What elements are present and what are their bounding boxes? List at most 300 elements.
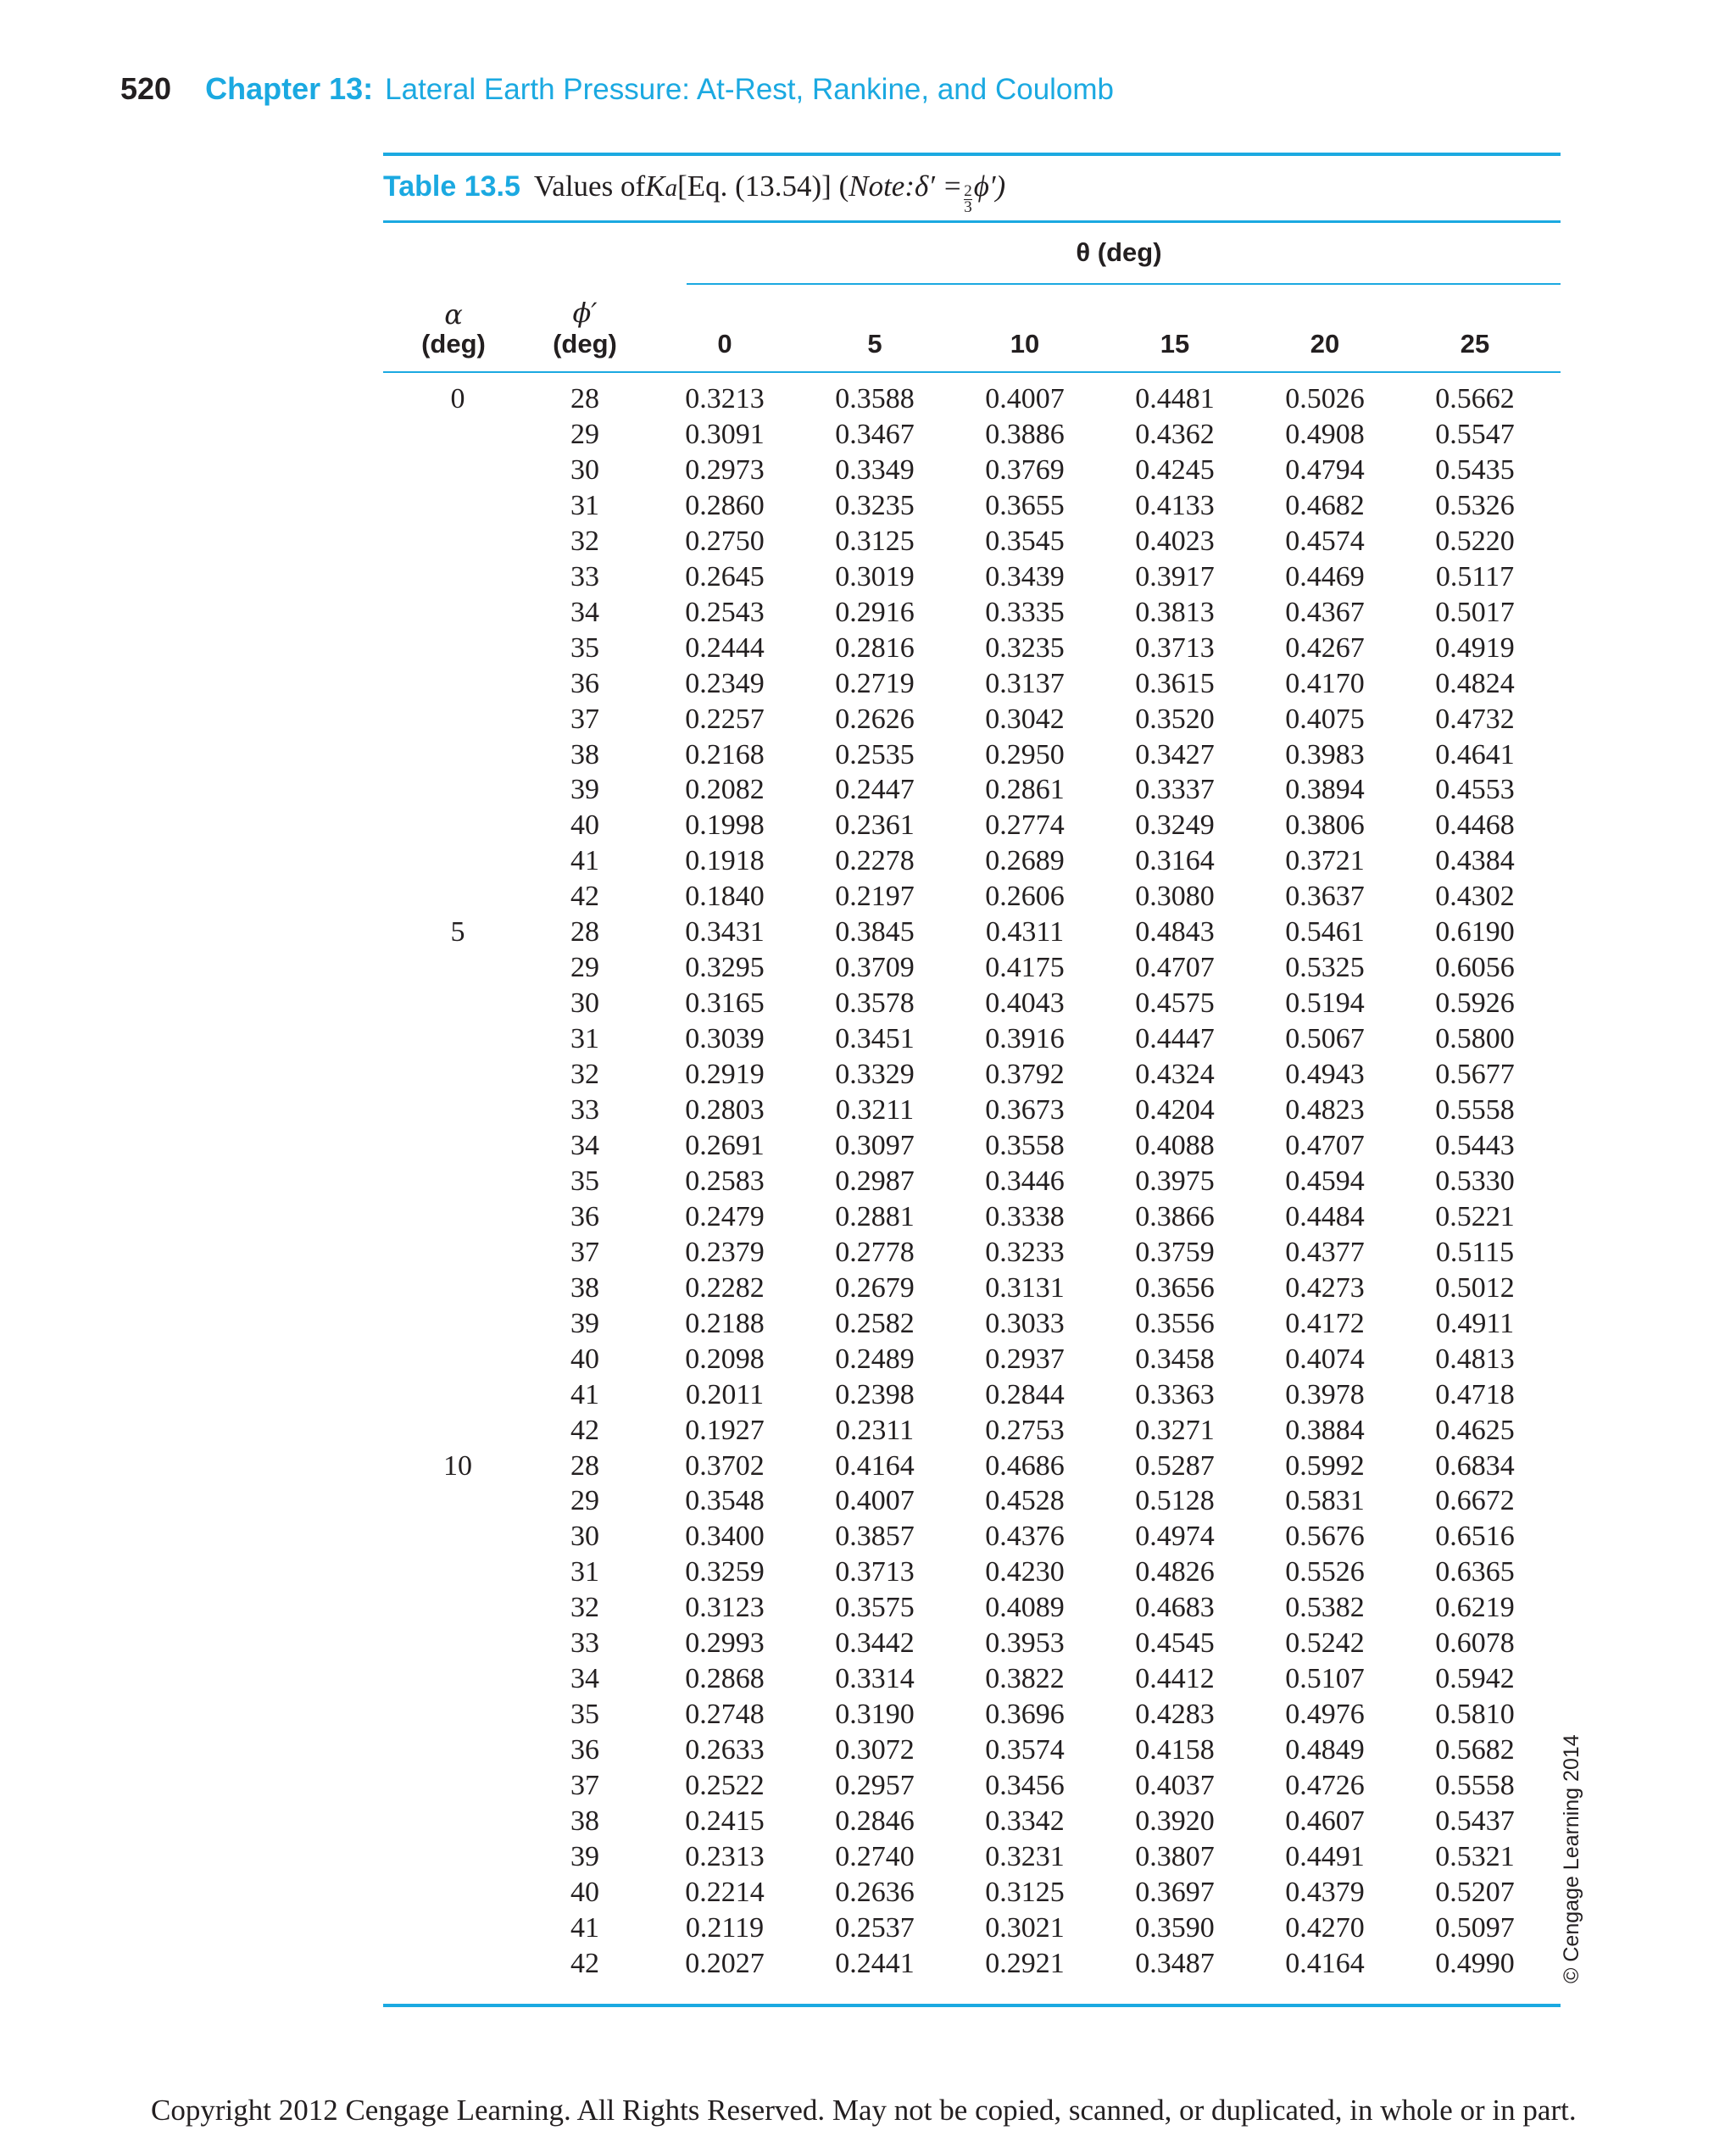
ka-cell: 0.2535 bbox=[835, 738, 915, 770]
ka-cell: 0.3097 bbox=[835, 1129, 915, 1161]
ka-cell: 0.3884 bbox=[1285, 1414, 1365, 1446]
ka-cell: 0.4469 bbox=[1285, 560, 1365, 592]
ka-cell: 0.2278 bbox=[835, 845, 915, 877]
ka-cell: 0.2522 bbox=[685, 1770, 765, 1802]
ka-cell: 0.4172 bbox=[1285, 1307, 1365, 1339]
ka-cell: 0.4974 bbox=[1135, 1521, 1215, 1553]
ka-cell: 0.6672 bbox=[1435, 1485, 1515, 1517]
ka-cell: 0.2774 bbox=[985, 809, 1065, 842]
table-row bbox=[0, 1804, 1611, 1839]
table-row bbox=[0, 1697, 1611, 1733]
ka-cell: 0.4686 bbox=[985, 1449, 1065, 1482]
table-row bbox=[0, 1199, 1611, 1235]
ka-cell: 0.5942 bbox=[1435, 1663, 1515, 1695]
ka-cell: 0.4164 bbox=[1285, 1947, 1365, 1979]
ka-cell: 0.3615 bbox=[1135, 667, 1215, 699]
ka-cell: 0.3211 bbox=[835, 1094, 915, 1126]
ka-cell: 0.3021 bbox=[985, 1911, 1065, 1944]
ka-cell: 0.4230 bbox=[985, 1556, 1065, 1588]
ka-cell: 0.4245 bbox=[1135, 453, 1215, 486]
table-row bbox=[0, 843, 1611, 879]
ka-cell: 0.5926 bbox=[1435, 987, 1515, 1020]
ka-cell: 0.2778 bbox=[835, 1236, 915, 1268]
table-row bbox=[0, 1306, 1611, 1342]
ka-cell: 0.3235 bbox=[835, 489, 915, 521]
ka-cell: 0.6834 bbox=[1435, 1449, 1515, 1482]
table-caption bbox=[383, 170, 1005, 214]
table-row bbox=[0, 1555, 1611, 1590]
ka-cell: 0.5437 bbox=[1435, 1805, 1515, 1837]
phi-cell: 40 bbox=[570, 809, 599, 842]
ka-cell: 0.3845 bbox=[835, 916, 915, 948]
ka-cell: 0.5012 bbox=[1435, 1271, 1515, 1304]
ka-cell: 0.3673 bbox=[985, 1094, 1065, 1126]
ka-cell: 0.4043 bbox=[985, 987, 1065, 1020]
ka-cell: 0.4270 bbox=[1285, 1911, 1365, 1944]
phi-cell: 31 bbox=[570, 489, 599, 521]
phi-cell: 36 bbox=[570, 1734, 599, 1766]
ka-cell: 0.2973 bbox=[685, 453, 765, 486]
ka-cell: 0.3431 bbox=[685, 916, 765, 948]
caption-rule bbox=[383, 220, 1561, 223]
ka-cell: 0.3033 bbox=[985, 1307, 1065, 1339]
ka-cell: 0.3137 bbox=[985, 667, 1065, 699]
ka-cell: 0.4273 bbox=[1285, 1271, 1365, 1304]
ka-cell: 0.5526 bbox=[1285, 1556, 1365, 1588]
chapter-title: Lateral Earth Pressure: At-Rest, Rankine, and Coulomb bbox=[385, 73, 1115, 106]
ka-cell: 0.4911 bbox=[1435, 1307, 1515, 1339]
ka-cell: 0.2921 bbox=[985, 1947, 1065, 1979]
ka-cell: 0.5547 bbox=[1435, 418, 1515, 450]
ka-cell: 0.6516 bbox=[1435, 1521, 1515, 1553]
phi-cell: 28 bbox=[570, 1449, 599, 1482]
ka-cell: 0.3458 bbox=[1135, 1343, 1215, 1375]
phi-cell: 29 bbox=[570, 1485, 599, 1517]
alpha-cell: 0 bbox=[450, 383, 465, 414]
ka-cell: 0.1927 bbox=[685, 1414, 765, 1446]
ka-cell: 0.2444 bbox=[685, 631, 765, 664]
page-number: 520 bbox=[120, 71, 172, 106]
phi-cell: 33 bbox=[570, 1094, 599, 1126]
table-row bbox=[0, 559, 1611, 595]
ka-cell: 0.4311 bbox=[985, 916, 1065, 948]
table-row bbox=[0, 666, 1611, 702]
ka-cell: 0.4528 bbox=[985, 1485, 1065, 1517]
ka-cell: 0.3759 bbox=[1135, 1236, 1215, 1268]
ka-cell: 0.4484 bbox=[1285, 1200, 1365, 1232]
ka-cell: 0.3091 bbox=[685, 418, 765, 450]
ka-cell: 0.3713 bbox=[835, 1556, 915, 1588]
ka-cell: 0.4481 bbox=[1135, 383, 1215, 414]
ka-cell: 0.5287 bbox=[1135, 1449, 1215, 1482]
ka-cell: 0.3329 bbox=[835, 1059, 915, 1091]
phi-cell: 39 bbox=[570, 774, 599, 806]
ka-cell: 0.5461 bbox=[1285, 916, 1365, 948]
table-row bbox=[0, 915, 1611, 950]
theta-column-header: 0 bbox=[717, 329, 732, 359]
table-row bbox=[0, 1483, 1611, 1519]
ka-cell: 0.3213 bbox=[685, 383, 765, 414]
ka-cell: 0.3520 bbox=[1135, 703, 1215, 735]
caption-text-d: ϕ′) bbox=[973, 170, 1006, 203]
ka-cell: 0.3400 bbox=[685, 1521, 765, 1553]
theta-group-rule bbox=[687, 283, 1561, 285]
ka-cell: 0.4823 bbox=[1285, 1094, 1365, 1126]
table-row bbox=[0, 453, 1611, 488]
ka-cell: 0.4908 bbox=[1285, 418, 1365, 450]
caption-text-a: Values of bbox=[533, 170, 646, 203]
ka-cell: 0.2844 bbox=[985, 1378, 1065, 1410]
ka-cell: 0.2543 bbox=[685, 596, 765, 628]
ka-cell: 0.3807 bbox=[1135, 1840, 1215, 1872]
ka-cell: 0.2950 bbox=[985, 738, 1065, 770]
ka-cell: 0.4553 bbox=[1435, 774, 1515, 806]
ka-cell: 0.3574 bbox=[985, 1734, 1065, 1766]
ka-cell: 0.3442 bbox=[835, 1627, 915, 1660]
caption-fraction bbox=[964, 184, 972, 215]
ka-cell: 0.3578 bbox=[835, 987, 915, 1020]
ka-cell: 0.3806 bbox=[1285, 809, 1365, 842]
ka-cell: 0.3656 bbox=[1135, 1271, 1215, 1304]
ka-cell: 0.3125 bbox=[835, 525, 915, 557]
ka-cell: 0.2082 bbox=[685, 774, 765, 806]
ka-cell: 0.3813 bbox=[1135, 596, 1215, 628]
ka-cell: 0.2441 bbox=[835, 1947, 915, 1979]
ka-cell: 0.4491 bbox=[1285, 1840, 1365, 1872]
ka-cell: 0.5558 bbox=[1435, 1094, 1515, 1126]
ka-cell: 0.3975 bbox=[1135, 1165, 1215, 1197]
ka-cell: 0.3072 bbox=[835, 1734, 915, 1766]
phi-cell: 29 bbox=[570, 418, 599, 450]
ka-cell: 0.4379 bbox=[1285, 1876, 1365, 1908]
ka-cell: 0.2881 bbox=[835, 1200, 915, 1232]
phi-cell: 31 bbox=[570, 1023, 599, 1055]
ka-cell: 0.5810 bbox=[1435, 1699, 1515, 1731]
ka-cell: 0.2479 bbox=[685, 1200, 765, 1232]
table-row bbox=[0, 950, 1611, 986]
ka-cell: 0.3548 bbox=[685, 1485, 765, 1517]
phi-cell: 36 bbox=[570, 667, 599, 699]
ka-cell: 0.2719 bbox=[835, 667, 915, 699]
phi-cell: 33 bbox=[570, 1627, 599, 1660]
phi-cell: 32 bbox=[570, 1592, 599, 1624]
ka-cell: 0.4204 bbox=[1135, 1094, 1215, 1126]
ka-cell: 0.6078 bbox=[1435, 1627, 1515, 1660]
ka-cell: 0.4682 bbox=[1285, 489, 1365, 521]
ka-cell: 0.3487 bbox=[1135, 1947, 1215, 1979]
table-row bbox=[0, 1093, 1611, 1128]
table-row bbox=[0, 1875, 1611, 1911]
table-row bbox=[0, 1413, 1611, 1449]
ka-cell: 0.3792 bbox=[985, 1059, 1065, 1091]
ka-cell: 0.3588 bbox=[835, 383, 915, 414]
ka-cell: 0.4641 bbox=[1435, 738, 1515, 770]
ka-cell: 0.1998 bbox=[685, 809, 765, 842]
ka-cell: 0.6219 bbox=[1435, 1592, 1515, 1624]
ka-cell: 0.2957 bbox=[835, 1770, 915, 1802]
ka-cell: 0.3249 bbox=[1135, 809, 1215, 842]
ka-cell: 0.2537 bbox=[835, 1911, 915, 1944]
phi-cell: 34 bbox=[570, 596, 599, 628]
phi-column-unit: (deg) bbox=[553, 329, 617, 359]
ka-cell: 0.5677 bbox=[1435, 1059, 1515, 1091]
ka-cell: 0.3637 bbox=[1285, 881, 1365, 913]
ka-cell: 0.4133 bbox=[1135, 489, 1215, 521]
ka-cell: 0.4794 bbox=[1285, 453, 1365, 486]
ka-cell: 0.4023 bbox=[1135, 525, 1215, 557]
table-row bbox=[0, 1768, 1611, 1804]
ka-cell: 0.2636 bbox=[835, 1876, 915, 1908]
ka-cell: 0.2188 bbox=[685, 1307, 765, 1339]
ka-cell: 0.2645 bbox=[685, 560, 765, 592]
ka-cell: 0.3080 bbox=[1135, 881, 1215, 913]
ka-cell: 0.3467 bbox=[835, 418, 915, 450]
ka-cell: 0.4164 bbox=[835, 1449, 915, 1482]
ka-cell: 0.4607 bbox=[1285, 1805, 1365, 1837]
table-row bbox=[0, 808, 1611, 843]
ka-cell: 0.5128 bbox=[1135, 1485, 1215, 1517]
ka-cell: 0.4990 bbox=[1435, 1947, 1515, 1979]
ka-cell: 0.3019 bbox=[835, 560, 915, 592]
ka-cell: 0.3894 bbox=[1285, 774, 1365, 806]
phi-cell: 28 bbox=[570, 383, 599, 414]
table-row bbox=[0, 1449, 1611, 1484]
phi-cell: 33 bbox=[570, 560, 599, 592]
ka-cell: 0.3451 bbox=[835, 1023, 915, 1055]
ka-cell: 0.3363 bbox=[1135, 1378, 1215, 1410]
ka-cell: 0.2168 bbox=[685, 738, 765, 770]
ka-cell: 0.3917 bbox=[1135, 560, 1215, 592]
ka-cell: 0.2633 bbox=[685, 1734, 765, 1766]
ka-cell: 0.2349 bbox=[685, 667, 765, 699]
phi-cell: 32 bbox=[570, 1059, 599, 1091]
ka-cell: 0.3575 bbox=[835, 1592, 915, 1624]
ka-cell: 0.4158 bbox=[1135, 1734, 1215, 1766]
ka-cell: 0.2740 bbox=[835, 1840, 915, 1872]
ka-cell: 0.5107 bbox=[1285, 1663, 1365, 1695]
ka-cell: 0.2679 bbox=[835, 1271, 915, 1304]
ka-cell: 0.4007 bbox=[835, 1485, 915, 1517]
phi-cell: 29 bbox=[570, 952, 599, 984]
ka-cell: 0.3295 bbox=[685, 952, 765, 984]
ka-cell: 0.3335 bbox=[985, 596, 1065, 628]
ka-cell: 0.4037 bbox=[1135, 1770, 1215, 1802]
ka-cell: 0.4362 bbox=[1135, 418, 1215, 450]
ka-cell: 0.4367 bbox=[1285, 596, 1365, 628]
ka-cell: 0.4089 bbox=[985, 1592, 1065, 1624]
ka-cell: 0.5831 bbox=[1285, 1485, 1365, 1517]
table-row bbox=[0, 1235, 1611, 1271]
caption-k-symbol: K bbox=[645, 170, 665, 203]
ka-cell: 0.3721 bbox=[1285, 845, 1365, 877]
ka-cell: 0.2689 bbox=[985, 845, 1065, 877]
ka-cell: 0.2282 bbox=[685, 1271, 765, 1304]
phi-cell: 37 bbox=[570, 703, 599, 735]
ka-cell: 0.3822 bbox=[985, 1663, 1065, 1695]
table-row bbox=[0, 488, 1611, 524]
ka-cell: 0.5558 bbox=[1435, 1770, 1515, 1802]
theta-column-header: 20 bbox=[1310, 329, 1340, 359]
ka-cell: 0.2011 bbox=[685, 1378, 765, 1410]
ka-cell: 0.3953 bbox=[985, 1627, 1065, 1660]
table-label: Table 13.5 bbox=[383, 170, 520, 203]
alpha-column-symbol: α bbox=[444, 298, 463, 331]
phi-cell: 31 bbox=[570, 1556, 599, 1588]
table-row bbox=[0, 595, 1611, 631]
alpha-cell: 5 bbox=[450, 916, 465, 948]
theta-column-header: 25 bbox=[1460, 329, 1490, 359]
ka-cell: 0.2748 bbox=[685, 1699, 765, 1731]
ka-cell: 0.4075 bbox=[1285, 703, 1365, 735]
ka-cell: 0.3545 bbox=[985, 525, 1065, 557]
table-row bbox=[0, 1590, 1611, 1626]
ka-cell: 0.4412 bbox=[1135, 1663, 1215, 1695]
ka-cell: 0.2098 bbox=[685, 1343, 765, 1375]
ka-cell: 0.2398 bbox=[835, 1378, 915, 1410]
ka-cell: 0.5017 bbox=[1435, 596, 1515, 628]
ka-cell: 0.5097 bbox=[1435, 1911, 1515, 1944]
ka-cell: 0.2916 bbox=[835, 596, 915, 628]
ka-cell: 0.3556 bbox=[1135, 1307, 1215, 1339]
ka-cell: 0.3702 bbox=[685, 1449, 765, 1482]
ka-cell: 0.3590 bbox=[1135, 1911, 1215, 1944]
phi-cell: 36 bbox=[570, 1200, 599, 1232]
ka-cell: 0.3886 bbox=[985, 418, 1065, 450]
ka-cell: 0.4707 bbox=[1135, 952, 1215, 984]
ka-cell: 0.2311 bbox=[835, 1414, 915, 1446]
phi-cell: 30 bbox=[570, 453, 599, 486]
ka-cell: 0.3713 bbox=[1135, 631, 1215, 664]
ka-cell: 0.2803 bbox=[685, 1094, 765, 1126]
caption-text-b: [Eq. (13.54)] ( bbox=[677, 170, 849, 203]
ka-cell: 0.3342 bbox=[985, 1805, 1065, 1837]
ka-cell: 0.5221 bbox=[1435, 1200, 1515, 1232]
ka-cell: 0.2119 bbox=[685, 1911, 765, 1944]
ka-cell: 0.5242 bbox=[1285, 1627, 1365, 1660]
ka-cell: 0.2626 bbox=[835, 703, 915, 735]
ka-cell: 0.2313 bbox=[685, 1840, 765, 1872]
ka-cell: 0.5382 bbox=[1285, 1592, 1365, 1624]
phi-cell: 41 bbox=[570, 845, 599, 877]
phi-cell: 35 bbox=[570, 1165, 599, 1197]
ka-cell: 0.5115 bbox=[1435, 1236, 1515, 1268]
ka-cell: 0.3427 bbox=[1135, 738, 1215, 770]
table-top-rule bbox=[383, 153, 1561, 156]
ka-cell: 0.4088 bbox=[1135, 1129, 1215, 1161]
table-row bbox=[0, 1519, 1611, 1555]
table-row bbox=[0, 1839, 1611, 1875]
phi-cell: 39 bbox=[570, 1840, 599, 1872]
ka-cell: 0.4625 bbox=[1435, 1414, 1515, 1446]
table-row bbox=[0, 772, 1611, 808]
ka-cell: 0.4732 bbox=[1435, 703, 1515, 735]
ka-cell: 0.4376 bbox=[985, 1521, 1065, 1553]
ka-cell: 0.5330 bbox=[1435, 1165, 1515, 1197]
ka-cell: 0.2257 bbox=[685, 703, 765, 735]
ka-cell: 0.2937 bbox=[985, 1343, 1065, 1375]
ka-cell: 0.3696 bbox=[985, 1699, 1065, 1731]
phi-cell: 42 bbox=[570, 1414, 599, 1446]
phi-cell: 40 bbox=[570, 1876, 599, 1908]
ka-cell: 0.4007 bbox=[985, 383, 1065, 414]
caption-k-subscript: a bbox=[665, 175, 678, 202]
ka-cell: 0.6056 bbox=[1435, 952, 1515, 984]
table-row bbox=[0, 1733, 1611, 1768]
theta-column-header: 15 bbox=[1160, 329, 1190, 359]
phi-cell: 38 bbox=[570, 1805, 599, 1837]
ka-cell: 0.3259 bbox=[685, 1556, 765, 1588]
table-row bbox=[0, 631, 1611, 666]
ka-cell: 0.5026 bbox=[1285, 383, 1365, 414]
ka-cell: 0.3866 bbox=[1135, 1200, 1215, 1232]
ka-cell: 0.3916 bbox=[985, 1023, 1065, 1055]
phi-cell: 38 bbox=[570, 738, 599, 770]
header-rule bbox=[383, 371, 1561, 373]
ka-cell: 0.5067 bbox=[1285, 1023, 1365, 1055]
table-row bbox=[0, 381, 1611, 417]
phi-cell: 41 bbox=[570, 1911, 599, 1944]
ka-cell: 0.3655 bbox=[985, 489, 1065, 521]
ka-cell: 0.3125 bbox=[985, 1876, 1065, 1908]
table-row bbox=[0, 1911, 1611, 1946]
ka-cell: 0.3338 bbox=[985, 1200, 1065, 1232]
ka-cell: 0.4718 bbox=[1435, 1378, 1515, 1410]
ka-cell: 0.3131 bbox=[985, 1271, 1065, 1304]
table-row bbox=[0, 1021, 1611, 1057]
table-row bbox=[0, 702, 1611, 737]
ka-cell: 0.4943 bbox=[1285, 1059, 1365, 1091]
ka-cell: 0.1840 bbox=[685, 881, 765, 913]
phi-cell: 37 bbox=[570, 1236, 599, 1268]
ka-cell: 0.2197 bbox=[835, 881, 915, 913]
table-row bbox=[0, 524, 1611, 559]
ka-cell: 0.4919 bbox=[1435, 631, 1515, 664]
ka-cell: 0.3042 bbox=[985, 703, 1065, 735]
ka-cell: 0.4683 bbox=[1135, 1592, 1215, 1624]
copyright-footer: Copyright 2012 Cengage Learning. All Rights Reserved. May not be copied, scanned, or duplicated, in whole or in part. bbox=[151, 2094, 1577, 2127]
table-bottom-rule bbox=[383, 2004, 1561, 2007]
ka-cell: 0.3349 bbox=[835, 453, 915, 486]
ka-cell: 0.3165 bbox=[685, 987, 765, 1020]
theta-column-header: 5 bbox=[867, 329, 882, 359]
ka-cell: 0.2846 bbox=[835, 1805, 915, 1837]
ka-cell: 0.2415 bbox=[685, 1805, 765, 1837]
ka-cell: 0.2027 bbox=[685, 1947, 765, 1979]
page-header bbox=[120, 71, 1114, 115]
ka-cell: 0.4468 bbox=[1435, 809, 1515, 842]
ka-cell: 0.2583 bbox=[685, 1165, 765, 1197]
ka-cell: 0.5321 bbox=[1435, 1840, 1515, 1872]
ka-cell: 0.3314 bbox=[835, 1663, 915, 1695]
chapter-label: Chapter 13: bbox=[205, 71, 374, 106]
side-credit: © Cengage Learning 2014 bbox=[1560, 1734, 1583, 1983]
ka-cell: 0.2987 bbox=[835, 1165, 915, 1197]
caption-note: Note: bbox=[849, 170, 915, 203]
ka-cell: 0.3920 bbox=[1135, 1805, 1215, 1837]
ka-cell: 0.4849 bbox=[1285, 1734, 1365, 1766]
ka-cell: 0.4545 bbox=[1135, 1627, 1215, 1660]
phi-cell: 35 bbox=[570, 631, 599, 664]
ka-cell: 0.4726 bbox=[1285, 1770, 1365, 1802]
ka-cell: 0.2606 bbox=[985, 881, 1065, 913]
ka-cell: 0.3233 bbox=[985, 1236, 1065, 1268]
ka-cell: 0.3857 bbox=[835, 1521, 915, 1553]
table-row bbox=[0, 1377, 1611, 1413]
ka-cell: 0.6190 bbox=[1435, 916, 1515, 948]
ka-cell: 0.2691 bbox=[685, 1129, 765, 1161]
ka-cell: 0.5220 bbox=[1435, 525, 1515, 557]
ka-cell: 0.5326 bbox=[1435, 489, 1515, 521]
